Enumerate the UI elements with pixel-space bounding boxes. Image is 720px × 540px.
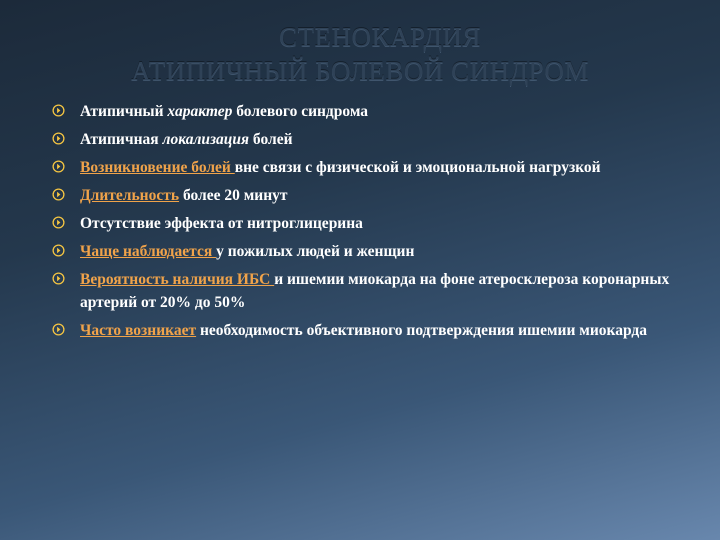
bullet-item [52,240,692,263]
bullet-text: Отсутствие эффекта от нитроглицерина [80,215,363,232]
bullet-text: болевого синдрома [232,103,369,120]
bullet-item [52,100,692,123]
circle-arrow-icon [52,160,65,173]
bullet-emphasis: характер [167,103,233,120]
slide-title [0,20,720,88]
circle-arrow-icon [52,188,65,201]
bullet-item [52,319,692,342]
bullet-text: более 20 минут [179,187,288,204]
circle-arrow-icon [52,323,65,336]
slide-title-line-1: СТЕНОКАРДИЯ [279,22,481,52]
slide-title-line-2: АТИПИЧНЫЙ БОЛЕВОЙ СИНДРОМ [131,56,589,86]
bullet-item [52,268,692,314]
bullet-highlight: Часто возникает [80,322,197,339]
bullet-text: Атипичная [80,131,163,148]
bullet-item [52,156,692,179]
bullet-text: необходимость объективного подтверждения ишемии миокарда [196,322,647,339]
bullet-text: у пожилых людей и женщин [216,243,415,260]
circle-arrow-icon [52,244,65,257]
bullet-item [52,212,692,235]
bullet-item [52,184,692,207]
bullet-emphasis: локализация [162,131,250,148]
bullet-list [52,100,692,347]
bullet-text: Атипичный [80,103,168,120]
bullet-highlight: Чаще наблюдается [80,243,217,260]
bullet-highlight: Вероятность наличия ИБС [80,271,275,288]
circle-arrow-icon [52,104,65,117]
bullet-text: и ишемии миокарда на фоне атеросклероза коронарных артерий от 20% до 50% [80,271,670,311]
circle-arrow-icon [52,272,65,285]
circle-arrow-icon [52,216,65,229]
bullet-highlight: Длительность [80,187,180,204]
bullet-text: болей [249,131,293,148]
bullet-highlight: Возникновение болей [80,159,235,176]
circle-arrow-icon [52,132,65,145]
bullet-text: вне связи с физической и эмоциональной нагрузкой [234,159,601,176]
bullet-item [52,128,692,151]
